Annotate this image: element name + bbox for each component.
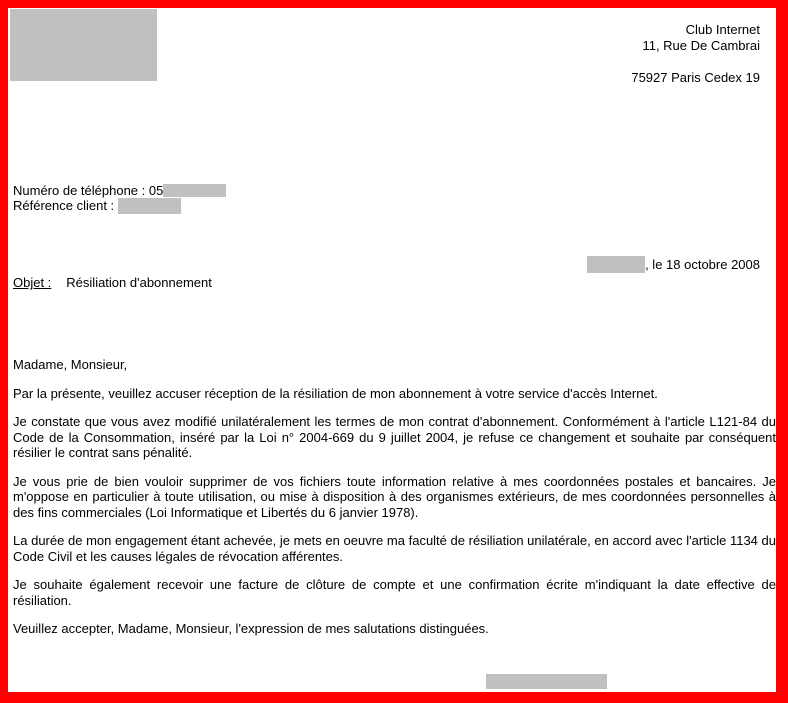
recipient-address-block <box>631 22 760 86</box>
redacted-sender-address <box>10 9 157 81</box>
date-text: , le 18 octobre 2008 <box>645 257 760 272</box>
address-blank-line <box>631 54 760 70</box>
subject-value: Résiliation d'abonnement <box>66 275 212 290</box>
client-ref-line <box>13 198 226 214</box>
paragraph-contract-change: Je constate que vous avez modifié unilatéralement les termes de mon contrat d'abonnement. Conformément à l'article L121-84 du Code de la Consommation, inséré par la Loi n° 2004-669 du 9 juillet 2004, je refuse ce changement et souhaite par conséquent résilier le contrat sans pénalité. <box>13 414 776 460</box>
recipient-name: Club Internet <box>685 22 760 37</box>
letter-body <box>13 357 776 650</box>
salutation: Madame, Monsieur, <box>13 357 128 372</box>
reference-block <box>13 183 226 214</box>
phone-label: Numéro de téléphone : 05 <box>13 183 164 198</box>
paragraph-final-invoice: Je souhaite également recevoir une facture de clôture de compte et une confirmation écrite m'indiquant la date effective de résiliation. <box>13 577 776 608</box>
subject-line <box>13 275 212 290</box>
paragraph-intro: Par la présente, veuillez accuser réception de la résiliation de mon abonnement à votre service d'accès Internet. <box>13 385 658 401</box>
closing-formula: Veuillez accepter, Madame, Monsieur, l'expression de mes salutations distinguées. <box>13 621 489 636</box>
recipient-city: 75927 Paris Cedex 19 <box>631 70 760 85</box>
date-line <box>587 256 760 273</box>
phone-line <box>13 183 226 198</box>
paragraph-data-removal: Je vous prie de bien vouloir supprimer de vos fichiers toute information relative à mes coordonnées postales et bancaires. Je m'oppose en particulier à toute utilisation, ou mise à disposition à des organismes extérieurs, de mes coordonnées personnelles à des fins commerciales (Loi Informatique et Libertés du 6 janvier 1978). <box>13 473 776 520</box>
redacted-phone-number <box>163 184 226 197</box>
paragraph-engagement-end: La durée de mon engagement étant achevée, je mets en oeuvre ma faculté de résiliation unilatérale, en accord avec l'article 1134 du Code Civil et les causes légales de révocation afférentes. <box>13 533 776 564</box>
recipient-street: 11, Rue De Cambrai <box>642 38 760 53</box>
subject-label: Objet : <box>13 275 52 290</box>
redacted-client-reference <box>118 198 181 214</box>
redacted-signature <box>486 674 607 689</box>
redacted-city-name <box>587 256 645 273</box>
client-ref-label: Référence client : <box>13 198 115 213</box>
